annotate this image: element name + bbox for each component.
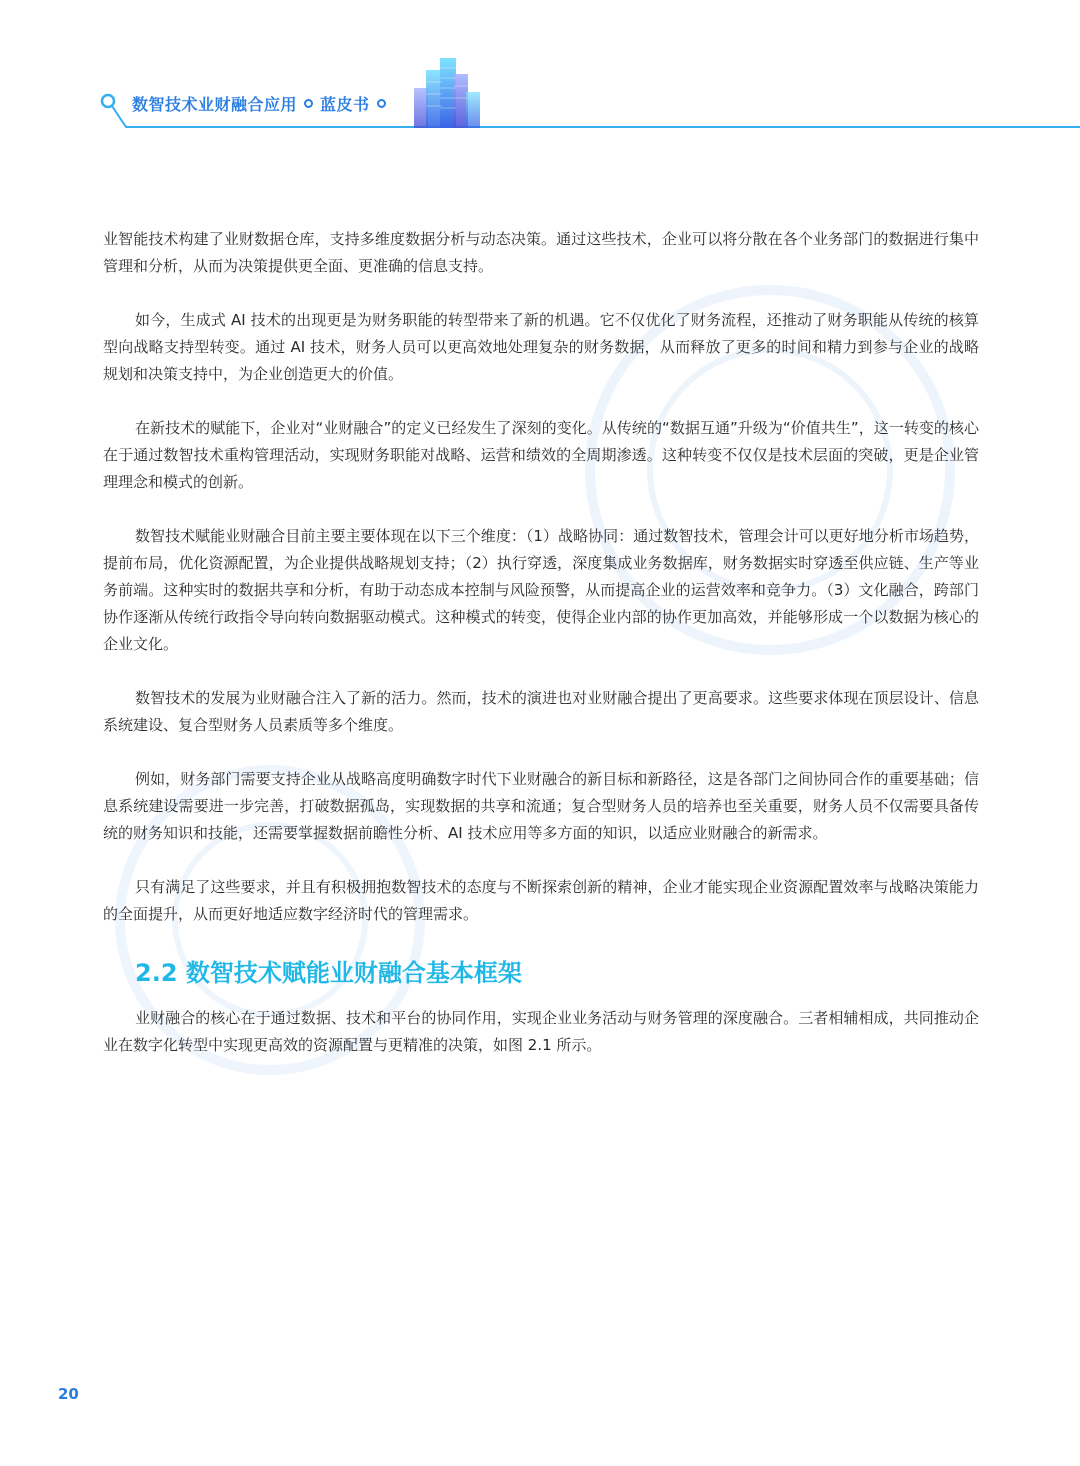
section-paragraph: 业财融合的核心在于通过数据、技术和平台的协同作用，实现企业业务活动与财务管理的深度融合。三者相辅相成，共同推动企业在数字化转型中实现更高效的资源配置与更精准的决策，如图 2.1 所示。 (103, 1009, 979, 1054)
paragraph: 例如，财务部门需要支持企业从战略高度明确数字时代下业财融合的新目标和新路径，这是各部门之间协同合作的重要基础；信息系统建设需要进一步完善，打破数据孤岛，实现数据的共享和流通；复合型财务人员的培养也至关重要，财务人员不仅需要具备传统的财务知识和技能，还需要掌握数据前瞻性分析、AI 技术应用等多方面的知识，以适应业财融合的新需求。 (103, 770, 979, 842)
ring-icon (377, 99, 386, 108)
section-heading: 2.2 数智技术赋能业财融合基本框架 (135, 959, 522, 987)
header-decoration-line (0, 0, 1080, 140)
paragraph: 数智技术赋能业财融合目前主要主要体现在以下三个维度：（1）战略协同：通过数智技术，管理会计可以更好地分析市场趋势，提前布局，优化资源配置，为企业提供战略规划支持；（2）执行穿透，深度集成业务数据库，财务数据实时穿透至供应链、生产等业务前端。这种实时的数据共享和分析，有助于动态成本控制与风险预警，从而提高企业的运营效率和竞争力。（3）文化融合，跨部门协作逐渐从传统行政指令导向转向数据驱动模式。这种模式的转变，使得企业内部的协作更加高效，并能够形成一个以数据为核心的企业文化。 (103, 527, 979, 653)
main-content (103, 226, 979, 1086)
page-number: 20 (58, 1385, 79, 1403)
paragraph: 在新技术的赋能下，企业对“业财融合”的定义已经发生了深刻的变化。从传统的“数据互通”升级为“价值共生”，这一转变的核心在于通过数智技术重构管理活动，实现财务职能对战略、运营和绩效的全周期渗透。这种转变不仅仅是技术层面的突破，更是企业管理理念和模式的创新。 (103, 419, 979, 491)
city-buildings-icon (408, 58, 488, 128)
page-header (0, 0, 1080, 140)
paragraph: 业智能技术构建了业财数据仓库，支持多维度数据分析与动态决策。通过这些技术，企业可以将分散在各个业务部门的数据进行集中管理和分析，从而为决策提供更全面、更准确的信息支持。 (103, 230, 979, 275)
header-title-sub: 蓝皮书 (320, 95, 370, 114)
header-title (132, 92, 393, 115)
ring-icon (304, 99, 313, 108)
paragraph: 数智技术的发展为业财融合注入了新的活力。然而，技术的演进也对业财融合提出了更高要求。这些要求体现在顶层设计、信息系统建设、复合型财务人员素质等多个维度。 (103, 689, 979, 734)
header-title-main: 数智技术业财融合应用 (132, 95, 298, 114)
paragraph: 只有满足了这些要求，并且有积极拥抱数智技术的态度与不断探索创新的精神，企业才能实现企业资源配置效率与战略决策能力的全面提升，从而更好地适应数字经济时代的管理需求。 (103, 878, 979, 923)
paragraph: 如今，生成式 AI 技术的出现更是为财务职能的转型带来了新的机遇。它不仅优化了财务流程，还推动了财务职能从传统的核算型向战略支持型转变。通过 AI 技术，财务人员可以更高效地处理复杂的财务数据，从而释放了更多的时间和精力到参与企业的战略规划和决策支持中，为企业创造更大的价值。 (103, 311, 979, 383)
